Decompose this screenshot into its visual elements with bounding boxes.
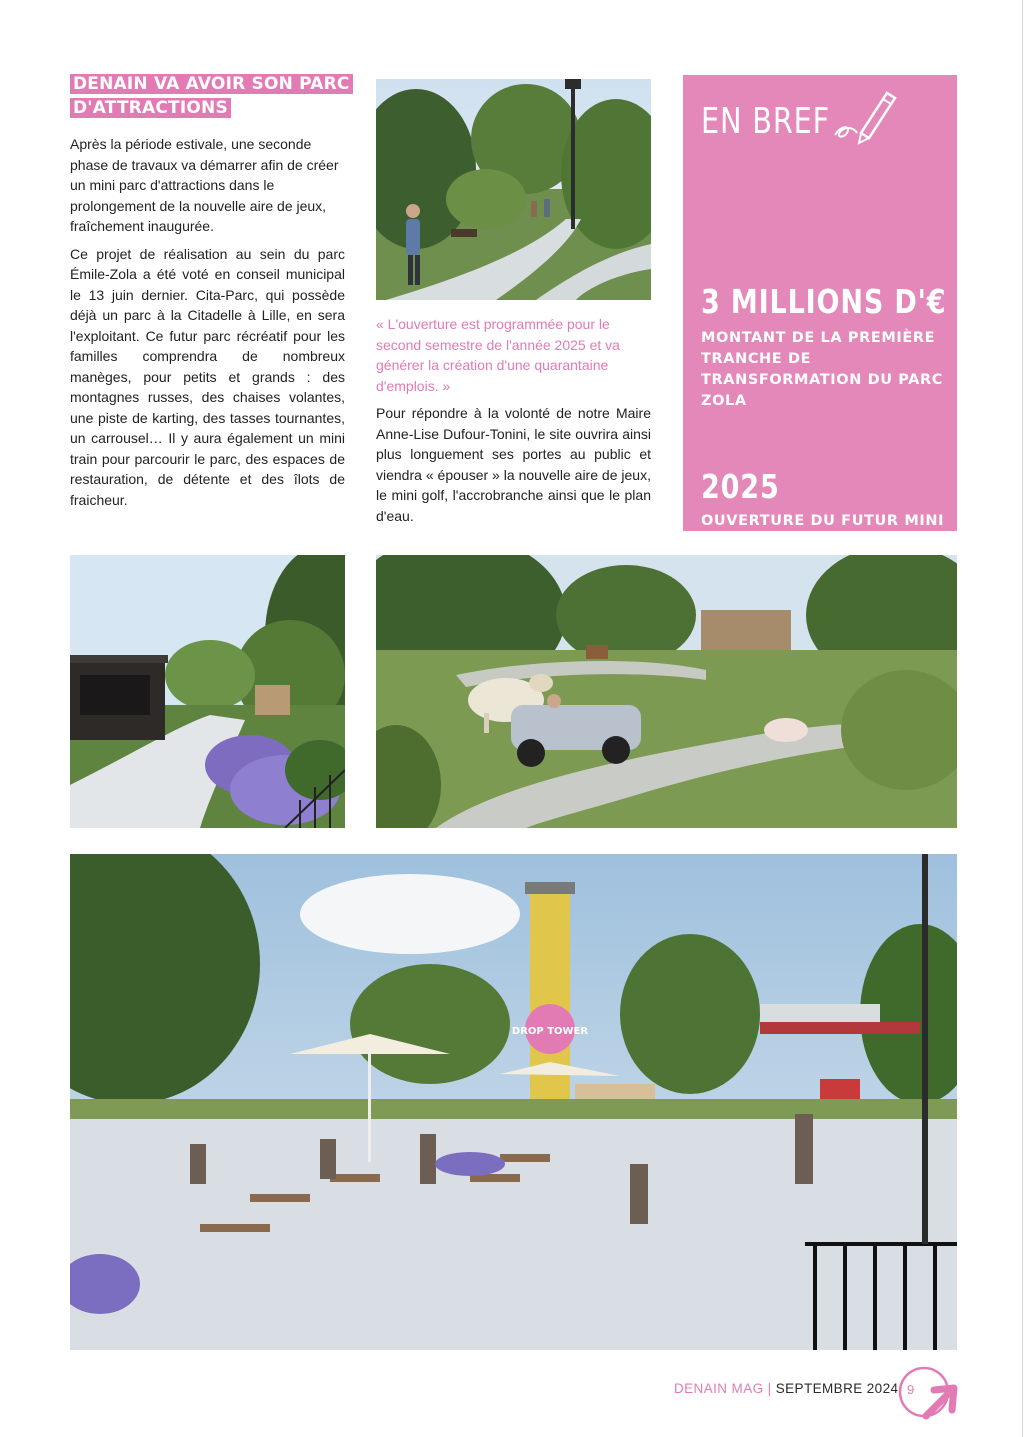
terrace-drop-tower-image (70, 854, 957, 1350)
farm-animals-image (376, 555, 957, 828)
footer-magazine: DENAIN MAG (674, 1381, 764, 1396)
footer-separator: | (767, 1381, 772, 1396)
stat-budget-value: 3 MILLIONS D'€ (701, 282, 947, 321)
drop-tower-sign: DROP TOWER (511, 1026, 589, 1037)
footer-date: SEPTEMBRE 2024 (775, 1381, 899, 1396)
pen-icon (831, 85, 901, 145)
page-number-badge (898, 1366, 960, 1422)
park-path-image (376, 79, 651, 300)
article-headline: DENAIN VA AVOIR SON PARC D'ATTRACTIONS (70, 72, 360, 120)
kiosk-flowers-image (70, 555, 345, 828)
page-edge-line (1022, 0, 1023, 1437)
en-bref-box (683, 75, 957, 550)
paragraph-intro: Après la période estivale, une seconde phase de travaux va démarrer afin de créer un mini parc d'attractions dans le prolongement de la nouvelle aire de jeux, fraîchement inaugurée. (70, 136, 339, 234)
stat-year-value: 2025 (701, 467, 780, 506)
stat-year-description: OUVERTURE DU FUTUR MINI PARC D'ATTRACTION (701, 513, 945, 550)
paragraph-opening: Pour répondre à la volonté de notre Maire Anne-Lise Dufour-Tonini, le site ouvrira ainsi plus longuement ses portes au public et viendra « épouser » la nouvelle aire de jeux, le mini golf, l'accrobranche ainsi que le plan d'eau. (376, 405, 651, 524)
stat-budget-description: MONTANT DE LA PREMIÈRE TRANCHE DE TRANSFORMATION DU PARC ZOLA (701, 330, 943, 409)
en-bref-title: EN BREF (701, 101, 831, 142)
paragraph-project: Ce projet de réalisation au sein du parc Émile-Zola a été voté en conseil municipal le 13 juin dernier. Cita-Parc, qui possède déjà un parc à la Citadelle à Lille, en sera l'exploitant. Ce futur parc récréatif pour les familles comprendra de nombreux manèges, pour petits et grands : des montagnes russes, des chaises volantes, une piste de karting, des tasses tournantes, un carrousel… Il y aura également un mini train pour parcourir le parc, des espaces de restauration, de détente et des îlots de fraicheur. (70, 245, 345, 508)
page-number: 9 (907, 1382, 915, 1397)
article-column-2 (376, 314, 651, 533)
pull-quote: « L'ouverture est programmée pour le second semestre de l'année 2025 et va générer la création d'une quarantaine d'emplois. » (376, 316, 620, 394)
page-footer (674, 1381, 898, 1396)
article-column-1 (70, 134, 345, 517)
